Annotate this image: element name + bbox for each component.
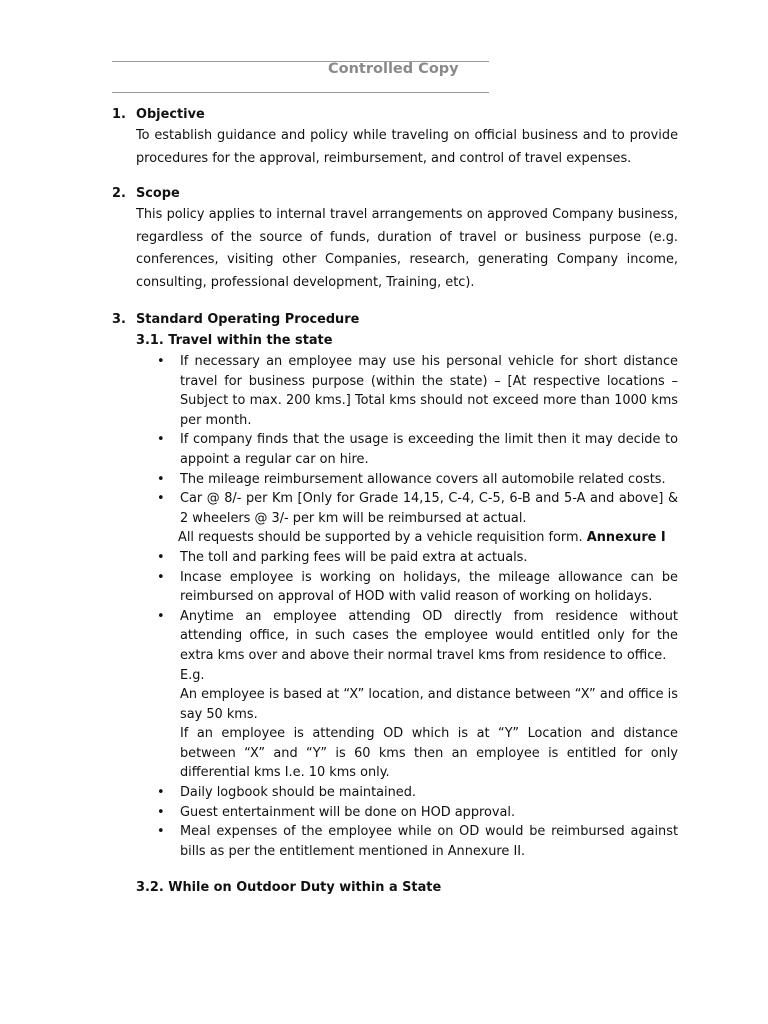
section-title: Standard Operating Procedure xyxy=(136,312,360,327)
bullet-icon: • xyxy=(157,491,165,507)
section-title: Scope xyxy=(136,186,180,201)
bullet-icon: • xyxy=(157,608,165,624)
list-item-od: • Anytime an employee attending OD directly from residence without attending office, in such cases the employee would entitled only for the extra kms over and above their normal travel kms from residence to office. E.g. An employee is based at “X” location, and distance between “X” and office is say 50 kms. If an employee is attending OD which is at “Y” Location and distance between “X” and “Y” is 60 kms then an employee is entitled for only differential kms I.e. 10 kms only. xyxy=(180,607,678,783)
list-item: • Car @ 8/- per Km [Only for Grade 14,15, C-4, C-5, 6-B and 5-A and above] & 2 wheelers @ 3/- per km will be reimbursed at actual. xyxy=(157,491,678,526)
bullet-icon: • xyxy=(157,432,165,448)
objective-paragraph: To establish guidance and policy while traveling on official business and to provide procedures for the approval, reimbursement, and control of travel expenses. xyxy=(136,128,678,166)
list-item: • Meal expenses of the employee while on OD would be reimbursed against bills as per the entitlement mentioned in Annexure II. xyxy=(157,824,678,859)
example-text: An employee is based at “X” location, and distance between “X” and office is say 50 kms. xyxy=(180,687,678,722)
list-item: • The mileage reimbursement allowance covers all automobile related costs. xyxy=(180,470,678,490)
section-heading-scope xyxy=(112,184,678,204)
list-item: • If necessary an employee may use his personal vehicle for short distance travel for business purpose (within the state) – [At respective locations – Subject to max. 200 kms.] Total kms should not exceed more than 1000 kms per month. xyxy=(157,354,678,428)
section-title: Objective xyxy=(136,107,205,122)
section-heading-sop xyxy=(112,310,678,330)
example-text: If an employee is attending OD which is at “Y” Location and distance between “X” and “Y” is 60 kms then an employee is entitled for only differential kms I.e. 10 kms only. xyxy=(180,726,678,781)
list-item: • If company finds that the usage is exceeding the limit then it may decide to appoint a regular car on hire. xyxy=(157,432,678,467)
list-item: • The toll and parking fees will be paid extra at actuals. xyxy=(180,548,678,568)
list-item: • Daily logbook should be maintained. xyxy=(180,783,678,803)
scope-paragraph: This policy applies to internal travel arrangements on approved Company business, regardless of the source of funds, duration of travel or business purpose (e.g. conferences, visiting other Companies, research, generating Company income, consulting, professional development, Training, etc). xyxy=(136,207,678,290)
section-number: 3. xyxy=(112,312,126,327)
subsection-heading-3-1: 3.1. Travel within the state xyxy=(136,333,333,348)
sop-bullet-list-2 xyxy=(112,548,678,862)
section-number: 1. xyxy=(112,107,126,122)
section-heading-objective xyxy=(112,105,678,125)
list-item: • Incase employee is working on holidays, the mileage allowance can be reimbursed on approval of HOD with valid reason of working on holidays. xyxy=(157,569,678,605)
bullet-icon: • xyxy=(157,354,165,369)
bullet-icon: • xyxy=(157,471,165,487)
list-item: • Guest entertainment will be done on HOD approval. xyxy=(180,803,678,823)
bullet-icon: • xyxy=(157,804,165,820)
document-body xyxy=(112,105,678,899)
bullet-icon: • xyxy=(157,549,165,565)
example-label: E.g. xyxy=(180,667,205,683)
annexure-reference: Annexure I xyxy=(586,530,666,546)
subsection-heading-3-2: 3.2. While on Outdoor Duty within a State xyxy=(136,880,442,896)
annexure-note: All requests should be supported by a vehicle requisition form. Annexure I xyxy=(178,530,666,546)
bullet-icon: • xyxy=(157,569,165,585)
sop-bullet-list xyxy=(112,352,678,528)
bullet-icon: • xyxy=(157,824,165,840)
header-rule-bottom xyxy=(112,92,489,93)
bullet-icon: • xyxy=(157,785,165,801)
controlled-copy-label: Controlled Copy xyxy=(328,61,459,77)
section-number: 2. xyxy=(112,186,126,201)
